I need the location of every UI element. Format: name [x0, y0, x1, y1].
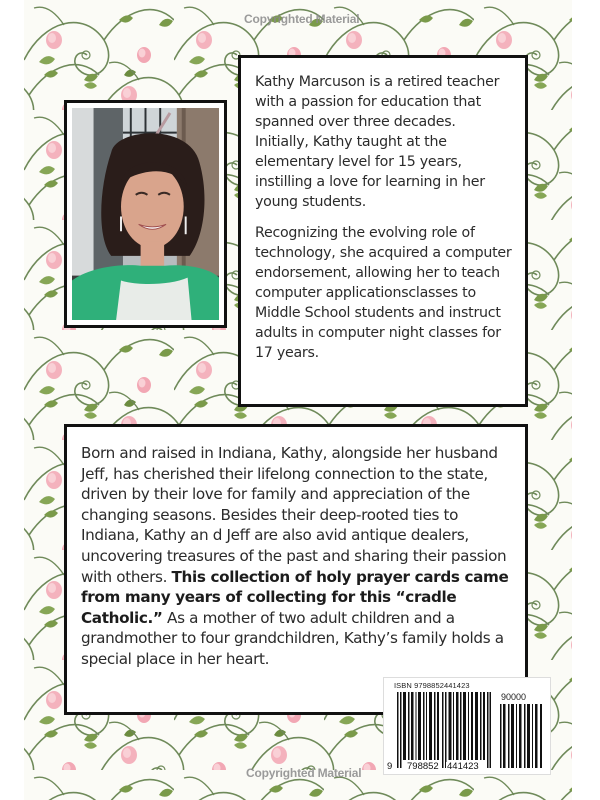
barcode-first-digit: 9: [387, 761, 393, 772]
isbn-label: ISBN 9798852441423: [394, 681, 470, 690]
barcode-bars-main: [397, 692, 491, 768]
isbn-barcode: [383, 677, 551, 775]
barcode-bars-addon: [500, 704, 543, 768]
bio-outro-text: As a mother of two adult children and a grandmother to four grandchildren, Kathy’s family holds a special place in her heart.: [81, 608, 504, 668]
price-code: 90000: [501, 692, 527, 702]
bio-highlight-text: This collection of holy prayer cards came from many years of collecting for this “cradle Catholic.”: [81, 567, 509, 627]
barcode-right-digits: 441423: [447, 761, 479, 772]
barcode-left-digits: 798852: [407, 761, 439, 772]
author-photo: [72, 108, 219, 320]
author-photo-frame: [64, 100, 227, 328]
author-bio-box-top: [238, 55, 528, 407]
copyright-watermark-bottom: Copyrighted Material: [246, 766, 362, 780]
bio-paragraph-indiana: [81, 443, 513, 670]
copyright-watermark-top: Copyrighted Material: [244, 12, 360, 26]
bio-intro-text: Born and raised in Indiana, Kathy, alongside her husband Jeff, has cherished their lifelong connection to the state, driven by their love for family and appreciation of the changing seasons. Besides their deep-rooted ties to Indiana, Kathy an d Jeff are also avid antique dealers, uncovering treasures of the past and sharing their passion with others.: [81, 444, 507, 586]
bio-paragraph-teaching: Kathy Marcuson is a retired teacher with a passion for education that spanned over three decades. Initially, Kathy taught at the elementary level for 15 years, instilling a love for learning in her young students.: [255, 74, 500, 210]
author-bio-box-bottom: [64, 424, 528, 715]
portrait-illustration: [72, 108, 219, 320]
bio-paragraph-technology: Recognizing the evolving role of technology, she acquired a computer endorsement, allowing her to teach computer applicationsclasses to Middle School students and instruct adults in computer night classes for 17 years.: [255, 225, 512, 361]
